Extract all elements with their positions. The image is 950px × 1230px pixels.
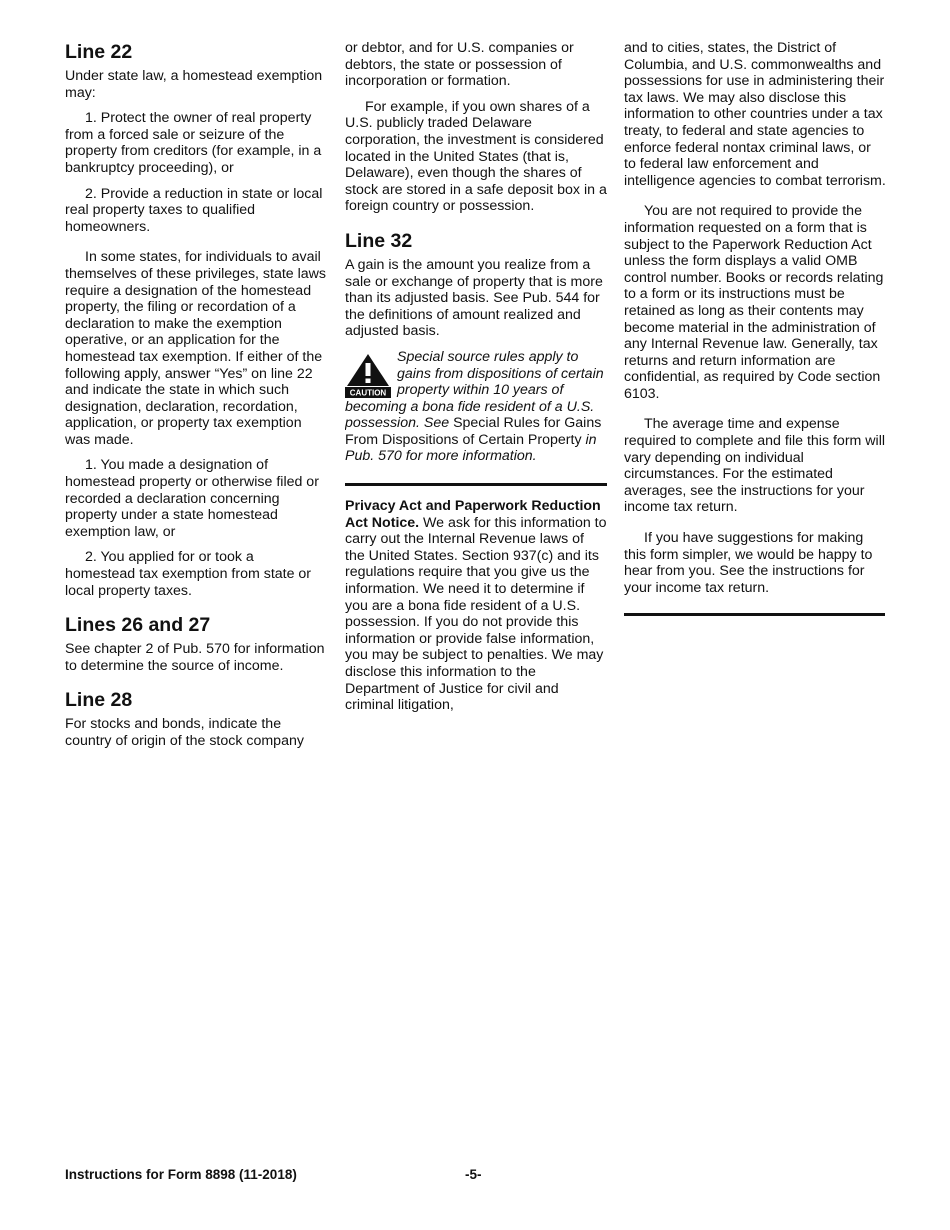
caution-text-c: in Pub. 570 for more information. (345, 431, 597, 465)
time-expense-paragraph: The average time and expense required to complete and file this form will vary depending on individual circumstances. For the estimated averages, see the instructions for your income tax return. (624, 416, 886, 516)
privacy-notice (345, 498, 607, 714)
caution-note (345, 349, 607, 465)
end-divider (624, 613, 885, 616)
line22-item-3: 1. You made a designation of homestead property or otherwise filed or recorded a declaration concerning property under a state homestead exemption law, or (65, 457, 319, 540)
suggestions-paragraph: If you have suggestions for making this form simpler, we would be happy to hear from you. See the instructions for your income tax return. (624, 530, 873, 596)
section-divider (345, 483, 607, 486)
column-middle (345, 40, 607, 723)
line22-paragraph: In some states, for individuals to avail themselves of these privileges, state laws require a designation of the homestead property, the filing or recordation of a declaration to make the exemption operative, or an application for the homestead tax exemption. If either of the following apply, answer “Yes” on line 22 and indicate the state in which such designation, declaration, recordation, application, or property tax exemption was made. (65, 249, 327, 448)
heading-line-28: Line 28 (65, 689, 133, 712)
lines26-27-text: See chapter 2 of Pub. 570 for information to determine the source of income. (65, 641, 325, 674)
caution-icon (345, 352, 391, 398)
column-left (65, 40, 327, 759)
privacy-continued-text: and to cities, states, the District of Columbia, and U.S. commonwealths and possessions for use in administering their tax laws. We may also disclose this information to other countries under a tax treaty, to federal and state agencies to enforce federal nontax criminal laws, or to federal law enforcement and intelligence agencies to combat terrorism. (624, 40, 886, 189)
privacy-notice-text: We ask for this information to carry out the Internal Revenue laws of the United States. Section 937(c) and its regulations require that you give us the information. We need it to determine if you are a bona fide resident of a U.S. possession. If you do not provide this information or provide false information, you may be subject to penalties. We may disclose this information to the Department of Justice for civil and criminal litigation, (345, 514, 607, 714)
footer-form-title: Instructions for Form 8898 (11-2018) (65, 1167, 297, 1182)
line22-item-1: 1. Protect the owner of real property from a forced sale or seizure of the property from creditors (for example, in a bankruptcy proceeding), or (65, 110, 322, 176)
line22-item-4: 2. You applied for or took a homestead tax exemption from state or local property taxes. (65, 549, 312, 599)
heading-line-22: Line 22 (65, 41, 133, 63)
line28-text: For stocks and bonds, indicate the country of origin of the stock company (65, 716, 304, 749)
caution-text-a: Special source rules apply to gains from dispositions of certain property within 10 years of becoming a bona fide resident of a U.S. possession. See (345, 348, 604, 432)
omb-paragraph: You are not required to provide the information requested on a form that is subject to the Paperwork Reduction Act unless the form displays a valid OMB control number. Books or records relating to a form or its instructions must be retained as long as their contents may become material in the administration of any Internal Revenue law. Generally, tax returns and return information are confidential, as required by Code section 6103. (624, 203, 884, 402)
privacy-notice-heading: Privacy Act and Paperwork Reduction Act Notice. (345, 498, 601, 531)
line22-intro: Under state law, a homestead exemption may: (65, 68, 323, 101)
footer-page-number: -5- (465, 1167, 482, 1182)
line32-text: A gain is the amount you realize from a sale or exchange of property that is more than its adjusted basis. See Pub. 544 for the definitions of amount realized and adjusted basis. (345, 256, 603, 340)
column-right (624, 40, 886, 616)
caution-label: CAUTION (349, 388, 387, 398)
heading-line-32: Line 32 (345, 229, 413, 252)
line28-continued-text: or debtor, and for U.S. companies or debtors, the state or possession of incorporation or formation. (345, 40, 574, 90)
line28-example: For example, if you own shares of a U.S. publicly traded Delaware corporation, the investment is considered located in the United States (that is, Delaware), even though the shares of stock are stored in a safe deposit box in a foreign country or possession. (345, 98, 607, 215)
line22-item-2: 2. Provide a reduction in state or local real property taxes to qualified homeowners. (65, 185, 323, 235)
caution-text-b: Special Rules for Gains From Dispositions of Certain Property (345, 415, 602, 448)
heading-lines-26-27: Lines 26 and 27 (65, 614, 211, 637)
